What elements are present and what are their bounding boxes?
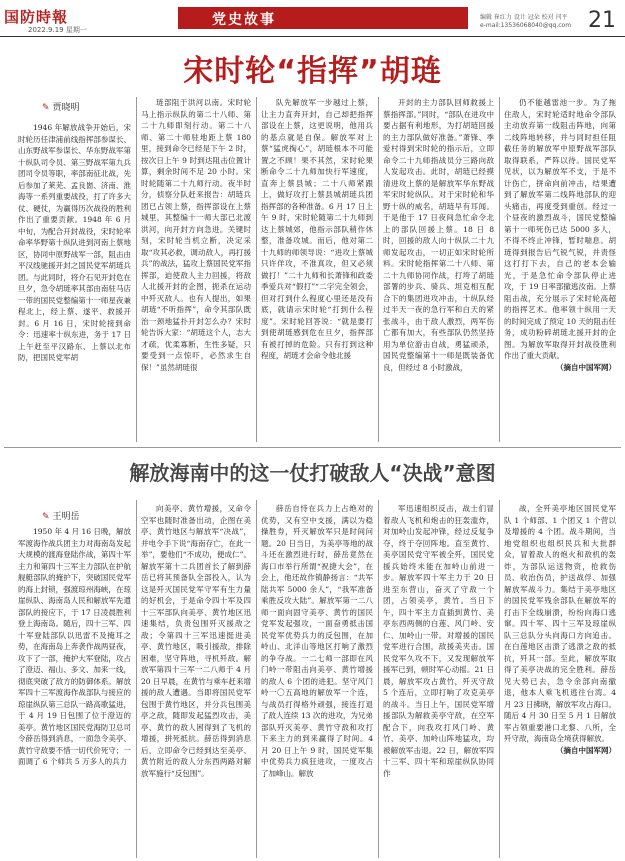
article2-source: （摘自中国军网） — [556, 745, 616, 755]
column-divider — [256, 97, 257, 442]
editors-email: e-mail:13536068040@qq.com — [480, 22, 572, 29]
article2-column-5 — [504, 503, 616, 858]
article2-title: 解放海南中的这一仗打破敌人“决战”意图 — [129, 461, 496, 485]
issue-date: 2022.9.19 星期一 — [28, 26, 87, 34]
article1-column-1 — [18, 122, 131, 440]
article1-text-3: 队先解放军一步越过上蔡，让主力直奔开封，自己却把指挥部设在上蔡，这更说明，他用兵的基点就是自保。解放军对上蔡“猛虎掏心”，胡琏根本不可能置之不顾！果不其然，宋时轮果断命令二十九师加快行军速度，直奔上蔡县城；二十八师紧跟上，做好攻打上蔡县城胡琏兵团指挥部的各种准备。6 月 17 日上午 9 时，宋时轮随第二十九师到达上蔡城郊，他指示部队稍作休整，准备攻城。而后，他对第二十九师的师领导说：“进攻上蔡城只许佯攻，不准真攻，但又必须做打！”二十九师和长萧锋和政委季爱兵对“假打”“二字完全领会，但对打到什么程度心里还是没有底，就请示宋时轮“打到什么程度”。宋时轮回答说：“就是要打到使胡琏感到危在旦夕，指挥部有被打掉的危险。只有打到这种程度，胡琏才会命令他北援 — [261, 98, 373, 360]
column-divider — [499, 97, 500, 442]
header-rule — [0, 36, 625, 37]
article1-source: （摘自中国军网） — [556, 362, 616, 372]
pen-icon: ✎ — [42, 103, 50, 113]
article1-title: 宋时轮“指挥”胡琏 — [183, 54, 442, 89]
article1-author: 贾晓明 — [52, 103, 80, 113]
section-title: 党史故事 — [212, 12, 276, 28]
article2-column-3 — [261, 503, 373, 858]
article2-text-4: 军迅速组织反击，战士们冒着敌人飞机和炮击的狂轰滥炸，对加岭山发起冲锋，经过反复争夺，终于夺回阵地。直至黄竹、美亭国民党守军被全歼，国民党援兵始终未能在加岭山前进一步。解放军四十军主力于 20 日进至东营山，奋灭了守敌一个团，占领美亭，黄竹。当日下午，四十军主力直插到黄竹、美亭东西两侧的白莲、风门岭、安仁、加岭山一带。对增援的国民党军进行合围，敌援美夹击。国民党军久攻不下，又发现解放军援军已到，顿时军心动摇。21 日晨，解放军攻占黄竹，歼灭守敌 5 个连后，立即打响了攻克美亭的战斗。当日上午，国民党军增援部队为解救美亭守敌，在空军配合下，向我攻打风门岭、黄竹、美亭、加岭山阵地猛攻，均被解放军击退。22 日，解放军四十三军、四十军和琼崖纵队协同作 — [383, 504, 494, 778]
column-divider — [256, 500, 257, 858]
pen-icon: ✎ — [42, 512, 50, 522]
article1-column-4 — [383, 97, 494, 442]
article2-column-4 — [383, 503, 494, 858]
article2-column-2 — [141, 503, 251, 858]
article1-byline — [42, 100, 80, 113]
article1-column-2 — [141, 97, 251, 442]
page-number: 21 — [588, 8, 616, 33]
article2-text-1: 1950 年 4 月 16 日晚，解放军渡海作战兵团主力对海南岛发起大规模的渡海登陆作战，第四十军主力和第四十三军主力部队在护航舰艇部队的掩护下，突破国民党军的海上封锁，强渡琼州海峡，在琼崖纵队、海南岛人民和解放军先遣部队的接应下，于 17 日凌晨胜利登上海南岛。随后，四十三军、四十军登陆部队以迅雷不及掩耳之势，在海南岛上奔袭作战两昼夜，攻下了一部，掩护大军登陆，攻占了澄迈、福山、多文、加来一线，彻底突破了敌方的防御体系。解放军四十三军渡海作战部队与接应的琼崖纵队第三总队一路高歌猛进，于 4 月 19 日包围了位于澄迈的美亭。黄竹地区国民党海防卫总司令薛岳得到消息，一面急令美亭、黄竹守敌要不惜一切代价死守；一面调了 6 个师共 5 万多人的兵力 — [18, 527, 131, 766]
masthead-logo: 国防時報 — [4, 8, 69, 26]
article2-text-3: 薛岳自恃在兵力上占绝对的优势，又有空中支援，满以为稳操胜券，歼灭解放军只是时间问题。20 日当日，为美亭等地的战斗还在激烈进行时，薛岳竟然在海口市举行所谓“祝捷大会”，在会上，他还故作镇静扬言：“共军陆共军 5000 余人”，“我军准备乘胜反攻大陆”。解放军第一二八师一面向固守美亭、黄竹的国民党军发起强攻，一面奋勇抵击国民党军优势兵力的反包围，在加岭山、北洋山等地区打响了激烈的争夺战。一二七师一部即在风门岭一带阻击向美亭、黄竹增援的敌人 6 个团的进犯。坚守风门岭一〇五高地的解放军一个连，与战员打得格外顽强，接连打退了敌人连续 13 次的进攻，为兄弟部队歼灭美亭、黄竹守敌和攻打下来主力的到来赢得了时间。4 月 20 日上午 9 时，国民党军集中优势兵力疯狂进攻，一度攻占了加峰山。解放 — [261, 504, 373, 778]
article1-column-3 — [261, 97, 373, 442]
article2-text-2: 向美亭、黄竹增援，又命令空军也随时准备出动，企图在美亭、黄竹地区与解放军“决战”，并电令手下说“海南存亡，在此一举”，要他们“不成功，便成仁”。解放军第十二兵团首长了解到薛岳已将其预备队全部投入，认为这是歼灭国民党军守军有生力量的好机会，于是命令四十军及四十三军部队向美亭、黄竹地区迅速集结，负责包围歼灭援敌之敌；令第四十三军迅速挺进美亭、黄竹地区，吸引援敌，排除困难，坚守阵地，寻机歼敌。解放军第四十三军一二八师于 4 月 20 日早晨，在黄竹与乘车赶来增援的敌人遭遇。当即将国民党军包围于黄竹地区，并分兵包围美亭之敌，随即发起猛烈攻击，美亭、黄竹的敌人困得到了飞机的增援，拼死抵抗。薛岳得到消息后，立即命令已经到达至美亭、黄竹附近的敌人分东西两路对解放军施行“反包围”。 — [141, 504, 251, 778]
editors-credit: 编辑 崔红力 设计 冠朵 校对 闫平 — [480, 14, 568, 21]
article1-column-5 — [504, 97, 616, 442]
column-divider — [499, 500, 500, 858]
article2-author: 王明岳 — [52, 512, 80, 522]
column-divider — [136, 97, 137, 442]
article1-text-2: 琏部阻于洪河以南。宋时轮马上指示纵队的第二十八师、第二十九师即刻行动。第二十八师、第二十师驻地距上蔡 180 里，接到命令已经是下午 2 时，按次日上午 9 时到达阻击位置计算，剩余时间不足 20 小时。宋时轮随第二十九师行动。夜半时分，侦察分队赶来报告：胡琏兵团已占领上蔡，指挥部设在上蔡城里，其整编十一师大部已北渡洪河，向开封方向急进。关键时刻，宋时轮当机立断，决定采取“攻其必救，调动敌人，再打援兵”的战法，猛攻上蔡国民党军指挥部，迫使敌人主力回援，将敌人北援开封的企图，扼杀在运动中歼灭敌人。也有人提出，如果胡琏“不听指挥”，命令其部队既治一颈地猛扑开封怎么办？宋时轮告诉大家：“胡琏这个人，志大才疏，优柔寡断，生性多疑，只要受到一点惊吓，必然求生自保！”虽然胡琏很 — [141, 98, 251, 372]
article2-column-1 — [18, 526, 131, 858]
column-divider — [136, 500, 137, 858]
column-divider — [378, 500, 379, 858]
article1-text-4: 开封的主力部队回师救援上蔡指挥部。”同时，“部队在进攻中要占据有利地形，为打胡琏回援的主力部队做好准备。”萧锋、季爱村得到宋时轮的指示后，立即命令二十九师指战员分三路向敌人发起攻击。此时，胡琏已经摸清进攻上蔡的是解放军华东野战军宋时轮纵队。对于宋时轮和华野十纵的威名，胡琏早有耳闻。于是他于 17 日夜间急忙命令北上的部队回援上蔡。18 日 8 时，回援的敌人向十纵队二十九师发起攻击，一切正如宋时轮所料。宋时轮指挥第二十八师、第二十九师协同作战，打垮了胡琏部署的步兵、骑兵、坦克相互配合下的集团进攻冲击，十纵队经过半天一夜的急行军和白天的紧张战斗，由于敌人激烈，两军伤亡都有加大，有些部队仍然坚持用为单位游击自战，勇猛顽杀，国民党整编第十一师是既装备优良，但经过 8 小时激战， — [383, 98, 494, 372]
page-header — [0, 0, 625, 36]
article2-text-5: 战，全歼美亭地区国民党军队 1 个师部、1 个团又 1 个营以及增援的 4 个团。战斗期间，当地党组织也组织民兵和大批群众，冒着敌人的炮火和敌机的轰炸，为部队运送物资，抢救伤员、收治伤员，护送战俘、加强解放军战斗力。集结于美亭地区的国民党军残余部队在解放军的打击下全线崩溃，纷纷向海口逃窜。四十军、四十三军及琼崖纵队三总队分头向海口方向追击。在白莲地区击溃了逃溃之敌的抵抗，歼其一部。至此，解放军取得了美亭决战的完全胜利。薛岳见大势已去，急令余部向南撤退，他本人乘飞机逃往台湾。4 月 23 日拂晓，解放军攻占海口。随后 4 月 30 日至 5 月 1 日解放军占领重要港口北黎、八所，全歼守敌，海南岛全境获得解放。 — [504, 504, 616, 743]
article1-text-5: 仍不能越雷池一步。为了拖住敌人，宋时轮适时地命令部队主动放弃第一线阻击阵地，向第二线阵地转移，并与同时担任阻截任务的解放军中原野战军部队取得联系，严阵以待。国民党军见状，以为解放军不支，于是不计伤亡，拼命向前冲击，结果遭到了解放军第二线阵地部队的迎头痛击，再度受到重创。经过一个昼夜的激烈战斗，国民党整编第十一师死伤已达 5000 多人，不得不终止冲锋，暂时喘息。胡琏得到报告后气锐气锐，并责怪这打打下去，自己的老本会输光，于是急忙命令部队停止进攻，于 19 日率部撤逃汝南。上蔡阻击战，充分展示了宋时轮高超的指挥艺术。他率领十纵用一天的时间完成了预定 10 天的阻击任务，成功粉碎胡琏北援开封的企图。为解放军取得开封战役胜利作出了重大贡献。 — [504, 98, 616, 360]
article2-byline — [42, 509, 80, 522]
column-divider — [378, 97, 379, 442]
article1-text-1: 1946 年解放战争开始后，宋时轮历任津浦前线指挥部参谋长、山东野战军参谋长、华东野战军第十纵队司令员、第三野战军第九兵团司令员等职，率部南征北战，先后参加了莱芜、孟良崮、济南、淮海等一系列重要战役，打了许多大仗、硬仗，为赢得历次战役的胜利作出了重要贡献。1948 年 6 月中旬，为配合开封战役，宋时轮率命率华野第十纵队进到河南上蔡地区，协同中原野战军一部，阻击由平汉线驰援开封之国民党军胡琏兵团。与此同时，将介石见开封危在旦夕，急令胡琏率其部由南驻马店一带的国民党整编第十一师星夜兼程北上，经上蔡、遂平、救援开封。6 月 16 日，宋时轮接到命令：迅速率十纵东进，务于 17 日上午赶至平汉路东、上蔡以北布防，把国民党军胡 — [18, 123, 131, 362]
editors-info — [480, 14, 571, 30]
article-separator — [4, 447, 621, 448]
